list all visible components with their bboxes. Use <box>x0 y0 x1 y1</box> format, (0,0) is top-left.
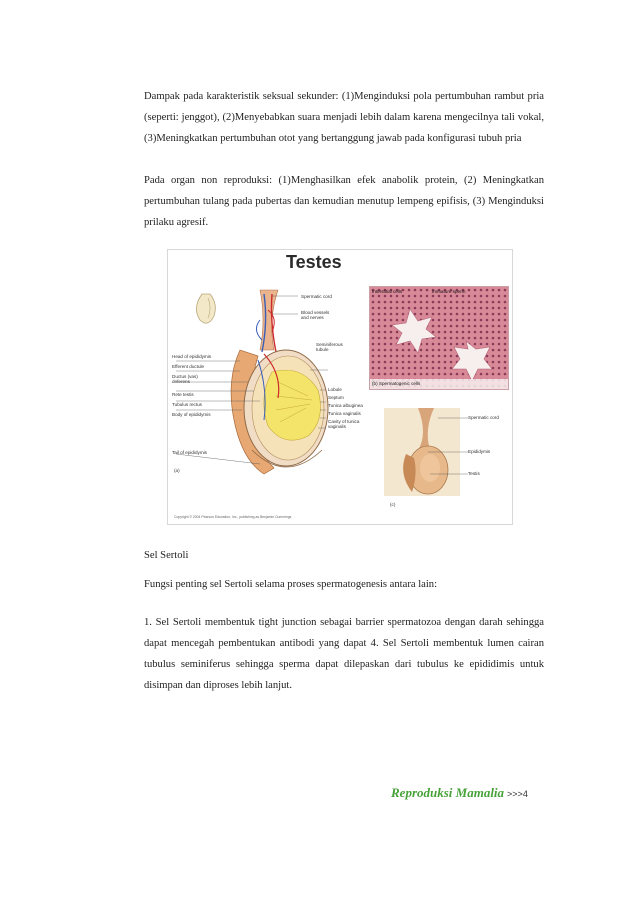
paragraph-non-reproductive-organs: Pada organ non reproduksi: (1)Menghasilkan efek anabolik protein, (2) Meningkatkan pertumbuhan tulang pada pubertas dan kemudian menutup lempeng epifisis, (3) Menginduksi prilaku agresif. <box>144 175 544 228</box>
paragraph-secondary-sex-characteristics: Dampak pada karakteristik seksual sekunder: (1)Menginduksi pola pertumbuhan rambut pria (seperti: jenggot), (2)Menyebabkan suara menjadi lebih dalam karena mengecilnya tali vokal, (3)Meningkatkan pertumbuhan otot yang bertanggung jawab pada konfigurasi tubuh pria <box>144 91 544 144</box>
label-ductus-deferens: Ductus (vas) deferens <box>172 374 198 384</box>
footer-page-number: >>>4 <box>507 789 528 799</box>
label-body-epididymis: Body of epididymis <box>172 412 211 417</box>
paragraph-sertoli-function-list: 1. Sel Sertoli membentuk tight junction sebagai barrier spermatozoa dengan darah sehingga dapat mencegah pembentukan antibodi yang dapat 4. Sel Sertoli membentuk lumen cairan tubulus seminiferus sehingga sperma dapat dilepaskan dari tubulus ke epididimis untuk disimpan dan diproses lebih lanjut. <box>144 617 544 691</box>
testis-photo-image <box>384 408 460 496</box>
page-footer <box>391 784 528 802</box>
label-lobule: Lobule <box>328 387 342 392</box>
footer-title: Reproduksi Mamalia <box>391 785 505 800</box>
figure-copyright: Copyright © 2004 Pearson Education, Inc., publishing as Benjamin Cummings <box>174 515 292 519</box>
label-rete-testis: Rete testis <box>172 392 194 397</box>
label-epididymis-photo: Epididymis <box>468 449 491 454</box>
label-tubulus-rectus: Tubulus rectus <box>172 402 202 407</box>
label-interstitial-cells: Interstitial cells <box>372 289 403 294</box>
label-cavity-tunica-vaginalis: Cavity of tunica vaginalis <box>328 419 360 429</box>
section-heading-sel-sertoli: Sel Sertoli <box>144 550 189 561</box>
label-tail-epididymis: Tail of epididymis <box>172 450 207 455</box>
micrograph-image <box>370 287 508 389</box>
testis-photo-panel <box>384 408 460 496</box>
micrograph-panel <box>369 286 509 390</box>
label-testis-photo: Testis <box>468 471 480 476</box>
label-spermatic-cord: Spermatic cord <box>301 294 332 299</box>
label-panel-c: (c) <box>390 502 396 507</box>
label-tunica-vaginalis: Tunica vaginalis <box>328 411 361 416</box>
label-tunica-albuginea: Tunica albuginea <box>328 403 363 408</box>
label-immature-sperm: Immature sperm <box>432 289 466 294</box>
label-efferent-ductule: Efferent ductule <box>172 364 205 369</box>
label-seminiferous-tubule: Seminiferous tubule <box>316 342 343 352</box>
label-spermatogenic-cells: (b) Spermatogenic cells <box>372 381 421 386</box>
label-septum: Septum <box>328 395 344 400</box>
figure-title: Testes <box>286 252 342 272</box>
label-panel-a: (a) <box>174 468 180 473</box>
testes-figure <box>167 249 513 525</box>
paragraph-sertoli-functions-intro: Fungsi penting sel Sertoli selama proses spermatogenesis antara lain: <box>144 579 438 590</box>
label-spermatic-cord-photo: Spermatic cord <box>468 415 499 420</box>
label-head-epididymis: Head of epididymis <box>172 354 212 359</box>
label-blood-vessels: Blood vessels and nerves <box>301 310 330 320</box>
